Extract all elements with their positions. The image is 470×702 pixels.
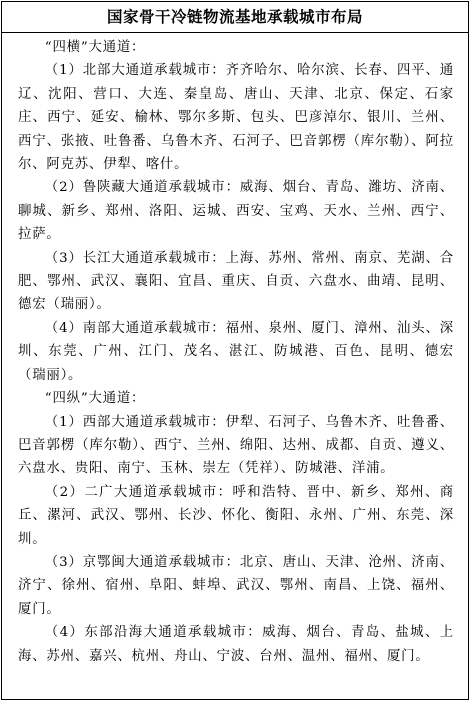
route-western-corridor: （1）西部大通道承载城市：伊犁、石河子、乌鲁木齐、吐鲁番、巴音郭楞（库尔勒）、西宁、兰州、绵阳、达州、成都、自贡、遵义、六盘水、贵阳、南宁、玉林、崇左（凭祥）、防城港、洋浦。 — [18, 414, 454, 477]
section-heading-four-vertical: “四纵”大通道： — [44, 391, 146, 407]
route-yangtze-corridor: （3）长江大通道承载城市：上海、苏州、常州、南京、芜湖、合肥、鄂州、武汉、襄阳、宜昌、重庆、自贡、六盘水、曲靖、昆明、德宏（瑞丽）。 — [18, 250, 454, 313]
route-eastern-coastal-corridor: （4）东部沿海大通道承载城市：威海、烟台、青岛、盐城、上海、苏州、嘉兴、杭州、舟山、宁波、台州、温州、福州、厦门。 — [18, 625, 454, 664]
route-northern-corridor: （1）北部大通道承载城市：齐齐哈尔、哈尔滨、长春、四平、通辽、沈阳、营口、大连、秦皇岛、唐山、天津、北京、保定、石家庄、西宁、延安、榆林、鄂尔多斯、包头、巴彦淖尔、银川、兰州、西宁、张掖、吐鲁番、乌鲁木齐、石河子、巴音郭楞（库尔勒）、阿拉尔、阿克苏、伊犁、喀什。 — [18, 63, 454, 173]
route-lu-shaan-zang-corridor: （2）鲁陕藏大通道承载城市：威海、烟台、青岛、潍坊、济南、聊城、新乡、郑州、洛阳、运城、西安、宝鸡、天水、兰州、西宁、拉萨。 — [18, 180, 454, 243]
route-jing-e-min-corridor: （3）京鄂闽大通道承载城市：北京、唐山、天津、沧州、济南、济宁、徐州、宿州、阜阳、蚌埠、武汉、鄂州、南昌、上饶、福州、厦门。 — [18, 554, 454, 617]
document-title: 国家骨干冷链物流基地承载城市布局 — [2, 2, 468, 33]
section-heading-four-horizontal: “四横”大通道： — [44, 40, 146, 55]
route-er-guang-corridor: （2）二广大通道承载城市：呼和浩特、晋中、新乡、郑州、商丘、漯河、武汉、鄂州、长沙、怀化、衡阳、永州、广州、东莞、深圳。 — [18, 484, 454, 547]
route-southern-corridor: （4）南部大通道承载城市：福州、泉州、厦门、漳州、汕头、深圳、东莞、广州、江门、茂名、湛江、防城港、百色、昆明、德宏（瑞丽）。 — [18, 320, 454, 383]
document-body — [2, 33, 468, 668]
document-box — [1, 1, 469, 700]
